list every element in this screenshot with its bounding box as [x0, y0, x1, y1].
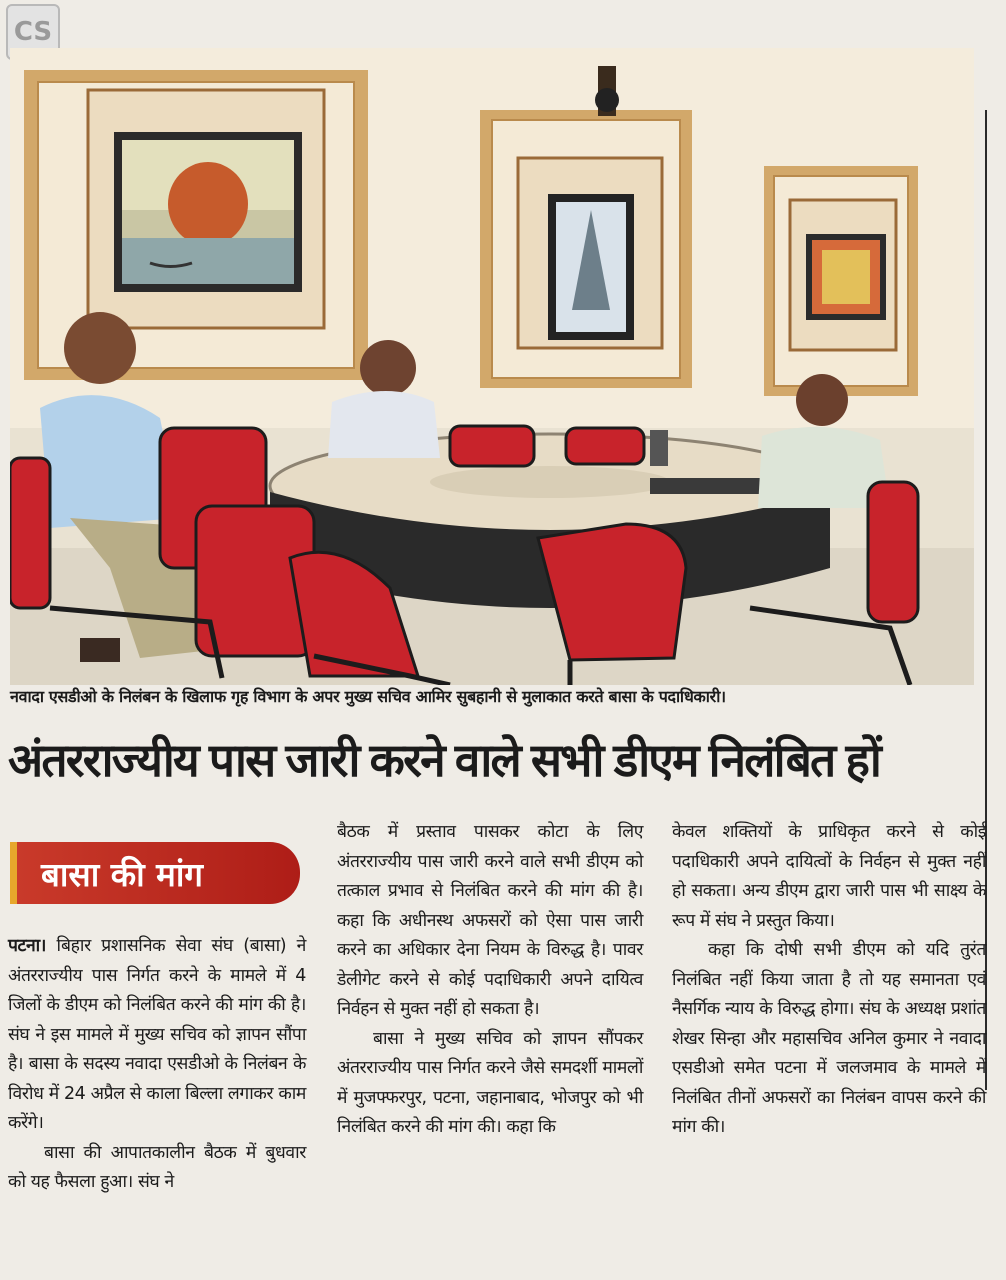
photo-caption: नवादा एसडीओ के निलंबन के खिलाफ गृह विभाग के अपर मुख्य सचिव आमिर सुबहानी से मुलाकात करते बासा के पदाधिकारी। — [10, 687, 726, 706]
paragraph: बैठक में प्रस्ताव पासकर कोटा के लिए अंतरराज्यीय पास जारी करने वाले सभी डीएम को तत्काल प्रभाव से निलंबित करने की मांग की है। कहा कि अधीनस्थ अफसरों को ऐसा पास जारी करने का अधिकार देना नियम के विरुद्ध है। पावर डेलीगेट करने से कोई पदाधिकारी अपने दायित्व निर्वहन से मुक्त नहीं हो सकता है। — [337, 822, 643, 1019]
section-label-banner — [10, 842, 300, 904]
article-column-3 — [672, 818, 986, 1143]
adjacent-column-edge — [985, 110, 1006, 1090]
article-column-1 — [8, 932, 306, 1198]
section-label-text: बासा की मांग — [41, 854, 203, 894]
meeting-room-illustration — [10, 48, 974, 685]
headline: अंतरराज्यीय पास जारी करने वाले सभी डीएम निलंबित हों — [8, 734, 880, 786]
paragraph — [8, 932, 306, 1139]
paragraph: बासा ने मुख्य सचिव को ज्ञापन सौंपकर अंतरराज्यीय पास निर्गत करने जैसे समदर्शी मामलों में मुजफ्फरपुर, पटना, जहानाबाद, भोजपुर को भी निलंबित करने की मांग की। कहा कि — [337, 1028, 643, 1137]
paragraph-text: बिहार प्रशासनिक सेवा संघ (बासा) ने अंतरराज्यीय पास निर्गत करने के मामले में 4 जिलों के डीएम को निलंबित करने की मांग की है। संघ ने इस मामले में मुख्य सचिव को ज्ञापन सौंपा है। बासा के सदस्य नवादा एसडीओ के निलंबन के विरोध में 24 अप्रैल से काला बिल्ला लगाकर काम करेंगे। — [8, 936, 306, 1133]
article-column-2 — [337, 818, 643, 1143]
camscanner-badge-text: CS — [13, 17, 53, 47]
meeting-photo — [10, 48, 974, 685]
paragraph: कहा कि दोषी सभी डीएम को यदि तुरंत निलंबित नहीं किया जाता है तो यह समानता एवं नैसर्गिक न्याय के विरुद्ध होगा। संघ के अध्यक्ष प्रशांत शेखर सिन्हा और महासचिव अनिल कुमार ने नवादा एसडीओ समेत पटना में जलजमाव के मामले में निलंबित तीनों अफसरों का निलंबन वापस करने की मांग की। — [672, 940, 986, 1137]
dateline: पटना। — [8, 936, 47, 956]
wall-painting-center — [480, 66, 692, 388]
paragraph: केवल शक्तियों के प्राधिकृत करने से कोई पदाधिकारी अपने दायित्वों के निर्वहन से मुक्त नहीं हो सकता। अन्य डीएम द्वारा जारी पास भी साक्ष्य के रूप में संघ ने प्रस्तुत किया। — [672, 822, 986, 931]
wall-painting-right — [764, 166, 918, 396]
paragraph: बासा की आपातकालीन बैठक में बुधवार को यह फैसला हुआ। संघ ने — [8, 1142, 306, 1192]
